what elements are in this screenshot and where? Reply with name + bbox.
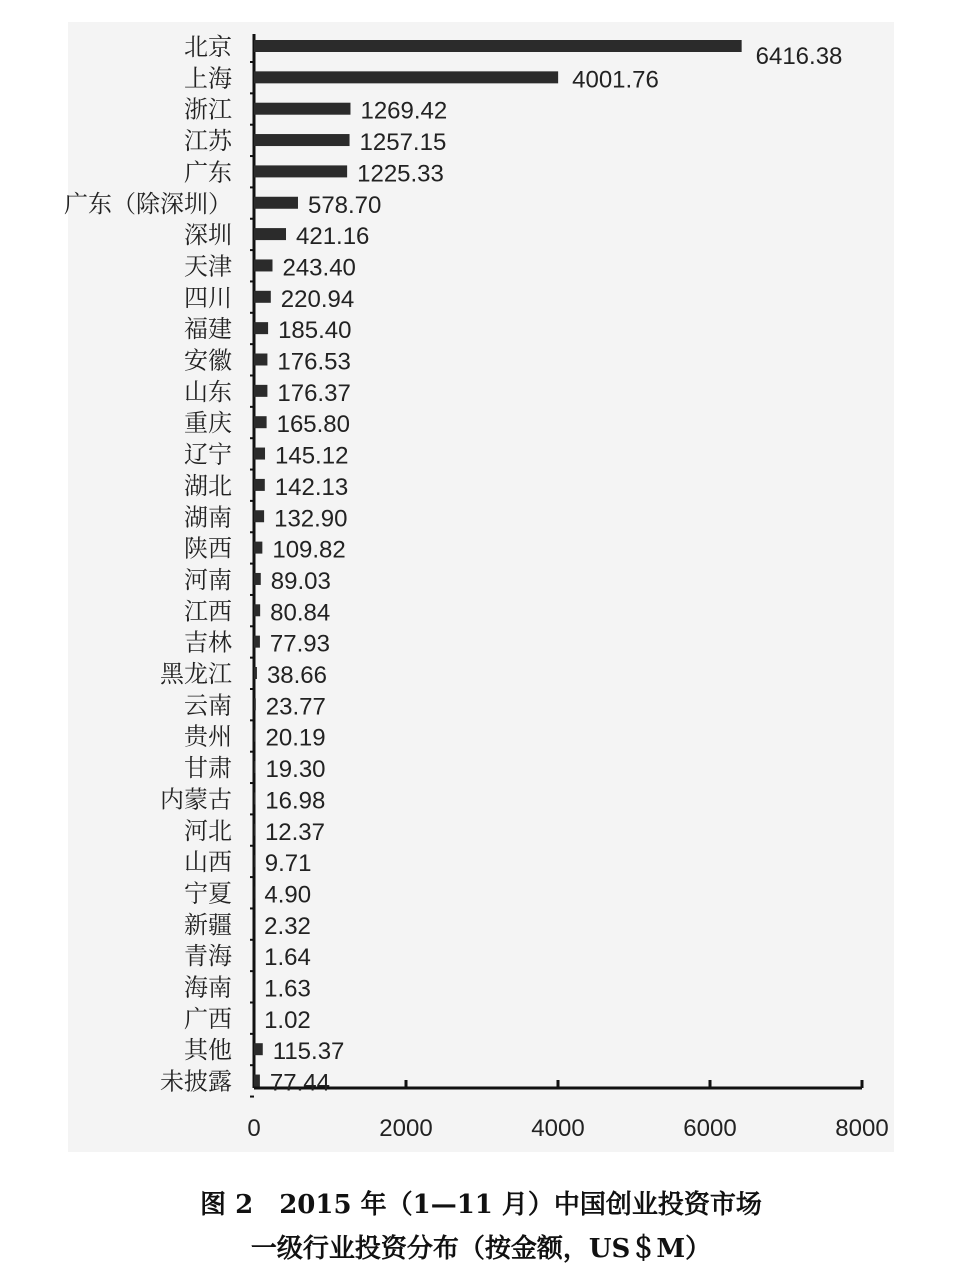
category-label: 吉林 xyxy=(184,628,232,657)
bar xyxy=(254,667,257,679)
category-label: 新疆 xyxy=(184,910,232,939)
bar xyxy=(254,479,265,491)
category-label: 福建 xyxy=(184,315,232,344)
bar xyxy=(254,259,272,271)
category-label: 河南 xyxy=(184,565,232,594)
value-label: 421.16 xyxy=(296,223,370,251)
category-label: 山东 xyxy=(184,377,232,406)
value-label: 142.13 xyxy=(274,473,349,501)
bar xyxy=(254,1075,260,1087)
category-label: 北京 xyxy=(184,33,232,61)
bar xyxy=(254,573,261,585)
category-label: 湖北 xyxy=(184,471,232,500)
category-label: 甘肃 xyxy=(184,754,232,783)
category-label: 江西 xyxy=(184,597,232,626)
bar xyxy=(254,291,271,303)
bar xyxy=(254,448,265,460)
category-label: 青海 xyxy=(184,942,232,971)
bar xyxy=(254,322,268,334)
category-label: 陕西 xyxy=(184,534,232,563)
value-label: 77.44 xyxy=(269,1069,330,1097)
bar xyxy=(254,134,350,146)
value-label: 109.82 xyxy=(272,536,346,564)
value-label: 243.40 xyxy=(282,254,356,282)
category-label: 广东（除深圳） xyxy=(64,189,232,218)
category-label: 贵州 xyxy=(184,722,232,751)
value-label: 80.84 xyxy=(270,599,331,627)
bar xyxy=(254,354,267,366)
value-label: 23.77 xyxy=(265,693,326,721)
value-label: 1.64 xyxy=(264,944,311,972)
bar xyxy=(254,855,255,867)
value-label: 220.94 xyxy=(280,285,355,313)
category-label: 安徽 xyxy=(184,346,232,375)
category-label: 海南 xyxy=(184,973,232,1002)
bar xyxy=(254,730,256,742)
value-label: 185.40 xyxy=(278,317,352,345)
category-label: 山西 xyxy=(184,848,232,877)
category-label: 辽宁 xyxy=(184,440,232,469)
bar xyxy=(254,636,260,648)
value-label: 89.03 xyxy=(270,567,331,595)
x-tick-label: 0 xyxy=(247,1115,261,1142)
bar xyxy=(254,510,264,522)
bar xyxy=(254,792,255,804)
bar xyxy=(254,103,350,115)
value-label: 4001.76 xyxy=(572,66,659,94)
value-label: 1225.33 xyxy=(357,160,444,188)
category-label: 广西 xyxy=(184,1004,232,1033)
value-label: 38.66 xyxy=(266,662,328,689)
category-label: 浙江 xyxy=(184,95,232,124)
bar xyxy=(254,604,260,616)
value-label: 20.19 xyxy=(265,724,326,752)
bar xyxy=(254,542,262,554)
category-label: 云南 xyxy=(184,691,232,720)
bar xyxy=(254,416,267,428)
value-label: 165.80 xyxy=(276,411,351,439)
value-label: 1269.42 xyxy=(360,97,448,125)
category-label: 其他 xyxy=(184,1036,232,1065)
category-label: 广东 xyxy=(184,158,232,187)
figure-caption-line-1: 图 2 2015 年（1—11 月）中国创业投资市场 xyxy=(200,1190,762,1220)
bar xyxy=(254,761,255,773)
x-tick-label: 2000 xyxy=(379,1115,433,1142)
value-label: 1.63 xyxy=(264,975,311,1003)
value-label: 176.37 xyxy=(277,379,351,407)
value-label: 1257.15 xyxy=(359,129,447,157)
category-label: 未披露 xyxy=(160,1067,232,1096)
value-label: 4.90 xyxy=(264,881,312,909)
value-label: 115.37 xyxy=(272,1038,345,1066)
category-label: 天津 xyxy=(184,252,232,281)
category-label: 江苏 xyxy=(184,127,232,156)
category-label: 重庆 xyxy=(184,409,232,438)
bar xyxy=(254,228,286,240)
value-label: 19.30 xyxy=(265,756,326,784)
value-label: 77.93 xyxy=(269,630,330,658)
value-label: 9.71 xyxy=(264,850,312,878)
value-label: 1.02 xyxy=(264,1006,311,1034)
bar xyxy=(254,40,742,52)
value-label: 12.37 xyxy=(264,818,326,846)
x-tick-label: 4000 xyxy=(531,1115,585,1142)
x-tick-label: 6000 xyxy=(683,1115,737,1142)
bar xyxy=(254,71,558,83)
category-label: 湖南 xyxy=(184,503,232,532)
category-label: 河北 xyxy=(184,816,232,845)
category-label: 上海 xyxy=(184,64,232,93)
category-label: 宁夏 xyxy=(184,879,232,908)
value-label: 578.70 xyxy=(307,191,382,219)
bar xyxy=(254,1043,263,1055)
x-tick-label: 8000 xyxy=(835,1115,889,1142)
category-label: 内蒙古 xyxy=(160,785,232,814)
figure-caption-line-2: 一级行业投资分布（按金额，US＄M） xyxy=(250,1234,712,1264)
category-label: 黑龙江 xyxy=(160,660,232,688)
category-label: 四川 xyxy=(184,283,232,312)
bar xyxy=(254,197,298,209)
value-label: 2.32 xyxy=(264,912,311,940)
value-label: 132.90 xyxy=(274,505,348,533)
value-label: 145.12 xyxy=(275,442,349,470)
bar xyxy=(254,165,347,177)
value-label: 176.53 xyxy=(277,348,351,376)
category-label: 深圳 xyxy=(184,221,232,250)
bar xyxy=(254,698,256,710)
bar xyxy=(254,824,255,836)
value-label: 6416.38 xyxy=(755,43,843,70)
bar xyxy=(254,385,267,397)
value-label: 16.98 xyxy=(265,787,326,815)
